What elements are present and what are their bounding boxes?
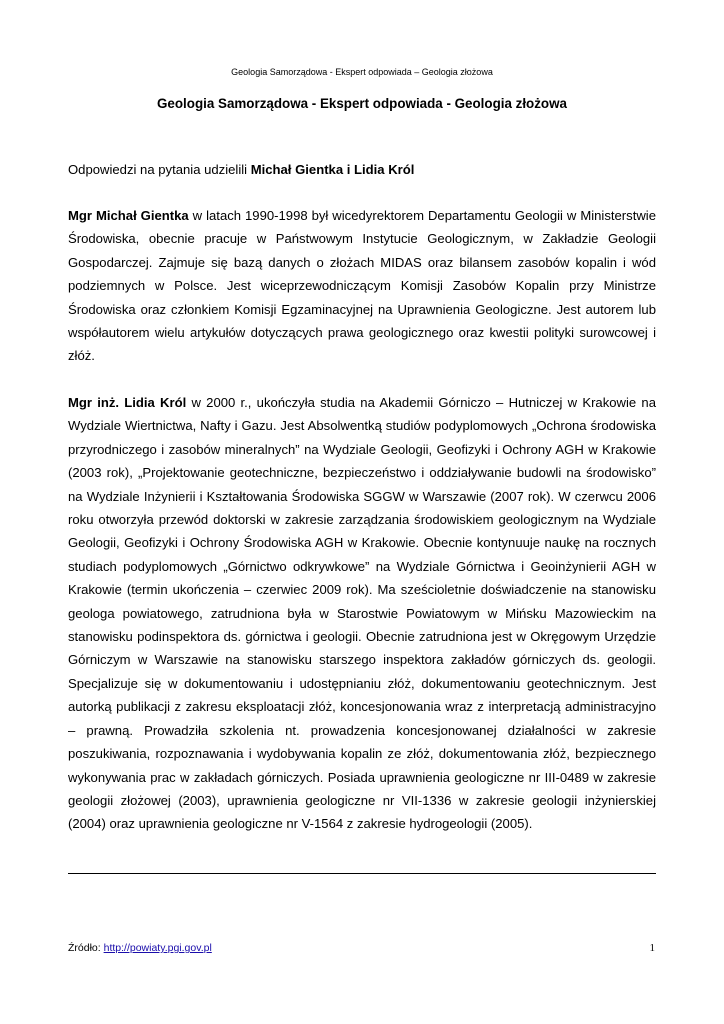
bio-krol (68, 391, 656, 836)
bio-gientka-name: Mgr Michał Gientka (68, 208, 189, 223)
footer-divider (68, 873, 656, 874)
footer-source (68, 941, 212, 955)
source-label: Źródło: (68, 942, 104, 954)
bio-gientka (68, 204, 656, 368)
bio-krol-text: w 2000 r., ukończyła studia na Akademii Górniczo – Hutniczej w Krakowie na Wydziale Wiertnictwa, Nafty i Gazu. Jest Absolwentką studiów podyplomowych „Ochrona środowiska przyrodniczego i zasobów mineralnych” na Wydziale Geologii, Geofizyki i Ochrony AGH w Krakowie (2003 rok), „Projektowanie geotechniczne, bezpieczeństwo i oddziaływanie budowli na środowisko” na Wydziale Inżynierii i Kształtowania Środowiska SGGW w Warszawie (2007 rok). W czerwcu 2006 roku otworzyła przewód doktorski w zakresie zarządzania środowiskiem geologicznym na Wydziale Geologii, Geofizyki i Ochrony Środowiska AGH w Krakowie. Obecnie kontynuuje naukę na rocznych studiach podyplomowych „Górnictwo odkrywkowe” na Wydziale Górnictwa i Geoinżynierii AGH w Krakowie (termin ukończenia – czerwiec 2009 rok). Ma sześcioletnie doświadczenie na stanowisku geologa powiatowego, zatrudniona była w Starostwie Powiatowym w Mińsku Mazowieckim na stanowisku podinspektora ds. górnictwa i geologii. Obecnie zatrudniona jest w Okręgowym Urzędzie Górniczym w Warszawie na stanowisku starszego inspektora zakładów górniczych ds. geologii. Specjalizuje się w dokumentowaniu i udostępnianiu złóż, dokumentowaniu geotechnicznym. Jest autorką publikacji z zakresu eksploatacji złóż, koncesjonowania wraz z interpretacją administracyjno – prawną. Prowadziła szkolenia nt. prowadzenia koncesjonowanej działalności w zakresie poszukiwania, rozpoznawania i wydobywania kopalin ze złóż, dokumentowania złóż, bezpiecznego wykonywania prac w zakładach górniczych. Posiada uprawnienia geologiczne nr III-0489 w zakresie geologii złożowej (2003), uprawnienia geologiczne nr VII-1336 w zakresie geologii inżynierskiej (2004) oraz uprawnienia geologiczne nr V-1564 z zakresie hydrogeologii (2005). (68, 395, 656, 832)
bio-gientka-text: w latach 1990-1998 był wicedyrektorem Departamentu Geologii w Ministerstwie Środowiska, obecnie pracuje w Państwowym Instytucie Geologicznym, w Zakładzie Geologii Gospodarczej. Zajmuje się bazą danych o złożach MIDAS oraz bilansem zasobów kopalin i wód podziemnych w Polsce. Jest wiceprzewodniczącym Komisji Zasobów Kopalin przy Ministrze Środowiska oraz członkiem Komisji Egzaminacyjnej na Uprawnienia Geologiczne. Jest autorem lub współautorem wielu artykułów dotyczących prawa geologicznego oraz kwestii polityki surowcowej i złóż. (68, 208, 656, 364)
intro-line (68, 158, 656, 181)
source-link[interactable]: http://powiaty.pgi.gov.pl (103, 942, 212, 954)
intro-names: Michał Gientka i Lidia Król (250, 162, 415, 177)
running-header: Geologia Samorządowa - Ekspert odpowiada – Geologia złożowa (231, 67, 493, 77)
intro-prefix: Odpowiedzi na pytania udzielili (68, 162, 251, 177)
document-title: Geologia Samorządowa - Ekspert odpowiada - Geologia złożowa (157, 96, 567, 111)
page-number: 1 (649, 942, 655, 954)
bio-krol-name: Mgr inż. Lidia Król (68, 395, 187, 410)
